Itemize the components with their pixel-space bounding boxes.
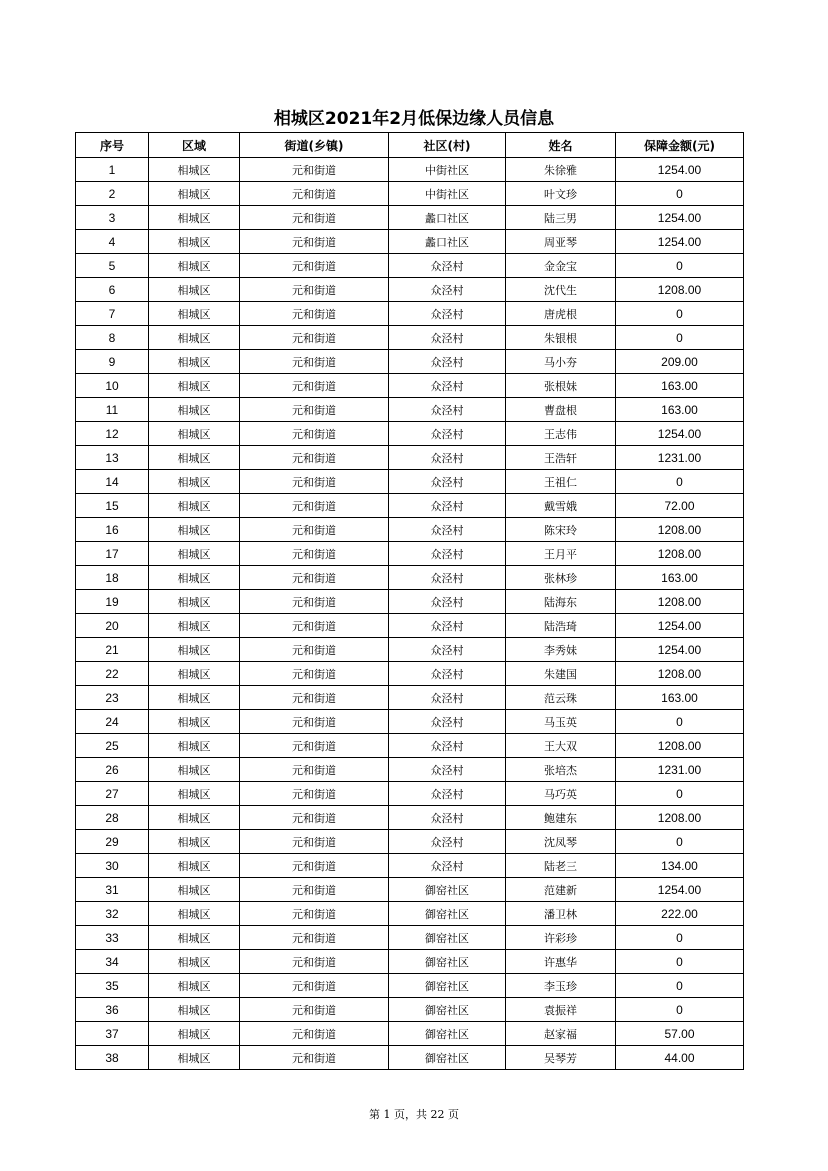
cell-amount: 0 xyxy=(616,710,744,734)
cell-street: 元和街道 xyxy=(240,278,389,302)
cell-region: 相城区 xyxy=(149,686,240,710)
cell-index: 15 xyxy=(76,494,149,518)
page-footer: 第 1 页，共 22 页 xyxy=(369,1108,459,1121)
cell-index: 19 xyxy=(76,590,149,614)
cell-street: 元和街道 xyxy=(240,662,389,686)
cell-amount: 1254.00 xyxy=(616,614,744,638)
cell-amount: 0 xyxy=(616,254,744,278)
cell-name: 马小夯 xyxy=(506,350,616,374)
table-row xyxy=(76,1046,744,1070)
cell-street: 元和街道 xyxy=(240,398,389,422)
cell-name: 叶文珍 xyxy=(506,182,616,206)
cell-index: 8 xyxy=(76,326,149,350)
cell-street: 元和街道 xyxy=(240,230,389,254)
cell-amount: 1208.00 xyxy=(616,734,744,758)
cell-street: 元和街道 xyxy=(240,350,389,374)
cell-community: 御窑社区 xyxy=(389,1022,506,1046)
cell-community: 众泾村 xyxy=(389,542,506,566)
cell-street: 元和街道 xyxy=(240,590,389,614)
table-row xyxy=(76,806,744,830)
cell-index: 13 xyxy=(76,446,149,470)
cell-region: 相城区 xyxy=(149,662,240,686)
cell-index: 31 xyxy=(76,878,149,902)
cell-region: 相城区 xyxy=(149,566,240,590)
cell-region: 相城区 xyxy=(149,350,240,374)
table-row xyxy=(76,566,744,590)
cell-community: 众泾村 xyxy=(389,326,506,350)
cell-name: 陆海东 xyxy=(506,590,616,614)
cell-name: 张培杰 xyxy=(506,758,616,782)
cell-street: 元和街道 xyxy=(240,1022,389,1046)
cell-name: 陈宋玲 xyxy=(506,518,616,542)
cell-amount: 1254.00 xyxy=(616,878,744,902)
cell-name: 潘卫林 xyxy=(506,902,616,926)
table-row xyxy=(76,254,744,278)
cell-community: 众泾村 xyxy=(389,518,506,542)
cell-amount: 209.00 xyxy=(616,350,744,374)
cell-region: 相城区 xyxy=(149,950,240,974)
cell-region: 相城区 xyxy=(149,422,240,446)
cell-name: 王祖仁 xyxy=(506,470,616,494)
cell-region: 相城区 xyxy=(149,182,240,206)
cell-name: 曹盘根 xyxy=(506,398,616,422)
cell-name: 王月平 xyxy=(506,542,616,566)
cell-index: 3 xyxy=(76,206,149,230)
cell-amount: 1208.00 xyxy=(616,542,744,566)
cell-community: 众泾村 xyxy=(389,566,506,590)
table-row xyxy=(76,734,744,758)
cell-community: 御窑社区 xyxy=(389,878,506,902)
cell-amount: 1254.00 xyxy=(616,158,744,182)
cell-amount: 1208.00 xyxy=(616,590,744,614)
cell-name: 范建新 xyxy=(506,878,616,902)
cell-index: 23 xyxy=(76,686,149,710)
cell-street: 元和街道 xyxy=(240,446,389,470)
cell-community: 众泾村 xyxy=(389,302,506,326)
cell-index: 37 xyxy=(76,1022,149,1046)
cell-community: 众泾村 xyxy=(389,662,506,686)
cell-street: 元和街道 xyxy=(240,878,389,902)
cell-name: 马玉英 xyxy=(506,710,616,734)
cell-community: 蠡口社区 xyxy=(389,206,506,230)
cell-street: 元和街道 xyxy=(240,182,389,206)
table-row xyxy=(76,374,744,398)
header-region: 区域 xyxy=(149,133,240,158)
cell-region: 相城区 xyxy=(149,446,240,470)
cell-index: 28 xyxy=(76,806,149,830)
table-row xyxy=(76,278,744,302)
cell-amount: 44.00 xyxy=(616,1046,744,1070)
cell-community: 众泾村 xyxy=(389,734,506,758)
table-row xyxy=(76,782,744,806)
cell-region: 相城区 xyxy=(149,158,240,182)
cell-amount: 1254.00 xyxy=(616,206,744,230)
cell-region: 相城区 xyxy=(149,878,240,902)
cell-name: 王志伟 xyxy=(506,422,616,446)
cell-street: 元和街道 xyxy=(240,758,389,782)
cell-region: 相城区 xyxy=(149,734,240,758)
cell-region: 相城区 xyxy=(149,278,240,302)
cell-community: 众泾村 xyxy=(389,686,506,710)
cell-community: 众泾村 xyxy=(389,422,506,446)
cell-street: 元和街道 xyxy=(240,542,389,566)
table-row xyxy=(76,542,744,566)
cell-street: 元和街道 xyxy=(240,926,389,950)
cell-name: 唐虎根 xyxy=(506,302,616,326)
header-index: 序号 xyxy=(76,133,149,158)
table-row xyxy=(76,830,744,854)
table-row xyxy=(76,638,744,662)
cell-region: 相城区 xyxy=(149,998,240,1022)
table-row xyxy=(76,926,744,950)
cell-amount: 0 xyxy=(616,950,744,974)
cell-name: 吴琴芳 xyxy=(506,1046,616,1070)
cell-street: 元和街道 xyxy=(240,806,389,830)
cell-street: 元和街道 xyxy=(240,518,389,542)
cell-amount: 0 xyxy=(616,974,744,998)
cell-community: 众泾村 xyxy=(389,854,506,878)
cell-community: 众泾村 xyxy=(389,470,506,494)
table-header-row xyxy=(76,133,744,158)
cell-amount: 0 xyxy=(616,470,744,494)
table-row xyxy=(76,350,744,374)
cell-amount: 0 xyxy=(616,182,744,206)
cell-name: 许惠华 xyxy=(506,950,616,974)
cell-region: 相城区 xyxy=(149,830,240,854)
cell-community: 众泾村 xyxy=(389,614,506,638)
cell-index: 25 xyxy=(76,734,149,758)
cell-region: 相城区 xyxy=(149,374,240,398)
cell-street: 元和街道 xyxy=(240,854,389,878)
cell-community: 众泾村 xyxy=(389,374,506,398)
cell-street: 元和街道 xyxy=(240,566,389,590)
cell-street: 元和街道 xyxy=(240,710,389,734)
table-row xyxy=(76,758,744,782)
table-row xyxy=(76,854,744,878)
cell-index: 29 xyxy=(76,830,149,854)
cell-amount: 222.00 xyxy=(616,902,744,926)
cell-street: 元和街道 xyxy=(240,494,389,518)
cell-region: 相城区 xyxy=(149,638,240,662)
cell-index: 11 xyxy=(76,398,149,422)
cell-street: 元和街道 xyxy=(240,254,389,278)
table-row xyxy=(76,974,744,998)
table-row xyxy=(76,1022,744,1046)
cell-region: 相城区 xyxy=(149,614,240,638)
cell-community: 众泾村 xyxy=(389,638,506,662)
cell-region: 相城区 xyxy=(149,470,240,494)
table-row xyxy=(76,494,744,518)
cell-name: 袁振祥 xyxy=(506,998,616,1022)
table-row xyxy=(76,950,744,974)
cell-name: 陆三男 xyxy=(506,206,616,230)
cell-amount: 1208.00 xyxy=(616,518,744,542)
cell-index: 32 xyxy=(76,902,149,926)
table-row xyxy=(76,614,744,638)
cell-amount: 0 xyxy=(616,302,744,326)
cell-region: 相城区 xyxy=(149,206,240,230)
cell-amount: 1254.00 xyxy=(616,422,744,446)
cell-street: 元和街道 xyxy=(240,326,389,350)
cell-index: 38 xyxy=(76,1046,149,1070)
cell-region: 相城区 xyxy=(149,230,240,254)
cell-amount: 0 xyxy=(616,326,744,350)
cell-index: 21 xyxy=(76,638,149,662)
cell-amount: 1254.00 xyxy=(616,230,744,254)
cell-name: 陆浩琦 xyxy=(506,614,616,638)
cell-index: 30 xyxy=(76,854,149,878)
cell-region: 相城区 xyxy=(149,494,240,518)
cell-street: 元和街道 xyxy=(240,902,389,926)
cell-region: 相城区 xyxy=(149,806,240,830)
table-row xyxy=(76,878,744,902)
cell-name: 赵家福 xyxy=(506,1022,616,1046)
table-row xyxy=(76,662,744,686)
cell-street: 元和街道 xyxy=(240,638,389,662)
cell-name: 戴雪娥 xyxy=(506,494,616,518)
cell-amount: 57.00 xyxy=(616,1022,744,1046)
cell-community: 中街社区 xyxy=(389,182,506,206)
cell-index: 10 xyxy=(76,374,149,398)
cell-region: 相城区 xyxy=(149,590,240,614)
cell-index: 4 xyxy=(76,230,149,254)
cell-region: 相城区 xyxy=(149,302,240,326)
cell-street: 元和街道 xyxy=(240,734,389,758)
cell-index: 27 xyxy=(76,782,149,806)
cell-index: 6 xyxy=(76,278,149,302)
cell-name: 王大双 xyxy=(506,734,616,758)
cell-region: 相城区 xyxy=(149,974,240,998)
table-row xyxy=(76,398,744,422)
cell-index: 26 xyxy=(76,758,149,782)
cell-name: 朱建国 xyxy=(506,662,616,686)
cell-amount: 0 xyxy=(616,998,744,1022)
cell-amount: 163.00 xyxy=(616,566,744,590)
cell-amount: 134.00 xyxy=(616,854,744,878)
cell-amount: 163.00 xyxy=(616,398,744,422)
table-row xyxy=(76,446,744,470)
cell-community: 御窑社区 xyxy=(389,926,506,950)
cell-name: 周亚琴 xyxy=(506,230,616,254)
cell-index: 2 xyxy=(76,182,149,206)
cell-name: 李玉珍 xyxy=(506,974,616,998)
assistance-table xyxy=(75,132,744,1070)
cell-amount: 1208.00 xyxy=(616,806,744,830)
cell-amount: 72.00 xyxy=(616,494,744,518)
cell-name: 沈代生 xyxy=(506,278,616,302)
table-row xyxy=(76,518,744,542)
cell-amount: 163.00 xyxy=(616,374,744,398)
cell-name: 张林珍 xyxy=(506,566,616,590)
cell-amount: 1231.00 xyxy=(616,758,744,782)
cell-community: 御窑社区 xyxy=(389,974,506,998)
cell-name: 范云珠 xyxy=(506,686,616,710)
cell-street: 元和街道 xyxy=(240,1046,389,1070)
cell-street: 元和街道 xyxy=(240,470,389,494)
cell-community: 众泾村 xyxy=(389,254,506,278)
cell-street: 元和街道 xyxy=(240,974,389,998)
cell-index: 12 xyxy=(76,422,149,446)
cell-street: 元和街道 xyxy=(240,686,389,710)
cell-index: 20 xyxy=(76,614,149,638)
cell-region: 相城区 xyxy=(149,398,240,422)
cell-community: 御窑社区 xyxy=(389,998,506,1022)
cell-community: 众泾村 xyxy=(389,806,506,830)
cell-community: 御窑社区 xyxy=(389,902,506,926)
cell-community: 众泾村 xyxy=(389,782,506,806)
header-name: 姓名 xyxy=(506,133,616,158)
cell-name: 王浩轩 xyxy=(506,446,616,470)
cell-region: 相城区 xyxy=(149,542,240,566)
table-row xyxy=(76,686,744,710)
table-row xyxy=(76,590,744,614)
table-row xyxy=(76,230,744,254)
table-row xyxy=(76,206,744,230)
cell-index: 34 xyxy=(76,950,149,974)
table-row xyxy=(76,302,744,326)
cell-region: 相城区 xyxy=(149,1022,240,1046)
cell-amount: 0 xyxy=(616,830,744,854)
cell-index: 9 xyxy=(76,350,149,374)
cell-street: 元和街道 xyxy=(240,950,389,974)
cell-community: 众泾村 xyxy=(389,710,506,734)
cell-street: 元和街道 xyxy=(240,206,389,230)
cell-index: 36 xyxy=(76,998,149,1022)
cell-community: 众泾村 xyxy=(389,494,506,518)
cell-index: 7 xyxy=(76,302,149,326)
cell-index: 16 xyxy=(76,518,149,542)
cell-community: 众泾村 xyxy=(389,758,506,782)
cell-street: 元和街道 xyxy=(240,422,389,446)
cell-name: 金金宝 xyxy=(506,254,616,278)
cell-street: 元和街道 xyxy=(240,374,389,398)
cell-community: 众泾村 xyxy=(389,590,506,614)
cell-region: 相城区 xyxy=(149,758,240,782)
cell-index: 14 xyxy=(76,470,149,494)
cell-region: 相城区 xyxy=(149,710,240,734)
table-row xyxy=(76,326,744,350)
cell-index: 33 xyxy=(76,926,149,950)
cell-name: 陆老三 xyxy=(506,854,616,878)
cell-index: 35 xyxy=(76,974,149,998)
cell-region: 相城区 xyxy=(149,254,240,278)
table-row xyxy=(76,422,744,446)
table-row xyxy=(76,470,744,494)
header-street: 街道(乡镇) xyxy=(240,133,389,158)
table-row xyxy=(76,998,744,1022)
cell-amount: 1231.00 xyxy=(616,446,744,470)
cell-amount: 0 xyxy=(616,926,744,950)
cell-index: 17 xyxy=(76,542,149,566)
table-row xyxy=(76,158,744,182)
table-row xyxy=(76,902,744,926)
cell-community: 御窑社区 xyxy=(389,1046,506,1070)
cell-name: 鲍建东 xyxy=(506,806,616,830)
cell-community: 中街社区 xyxy=(389,158,506,182)
cell-name: 马巧英 xyxy=(506,782,616,806)
cell-community: 众泾村 xyxy=(389,830,506,854)
table-body xyxy=(76,158,744,1070)
cell-street: 元和街道 xyxy=(240,782,389,806)
cell-region: 相城区 xyxy=(149,854,240,878)
cell-amount: 1254.00 xyxy=(616,638,744,662)
cell-region: 相城区 xyxy=(149,326,240,350)
cell-street: 元和街道 xyxy=(240,614,389,638)
cell-community: 御窑社区 xyxy=(389,950,506,974)
cell-region: 相城区 xyxy=(149,518,240,542)
cell-amount: 0 xyxy=(616,782,744,806)
cell-community: 众泾村 xyxy=(389,446,506,470)
cell-region: 相城区 xyxy=(149,926,240,950)
cell-street: 元和街道 xyxy=(240,158,389,182)
header-community: 社区(村) xyxy=(389,133,506,158)
cell-index: 24 xyxy=(76,710,149,734)
cell-index: 18 xyxy=(76,566,149,590)
table-row xyxy=(76,710,744,734)
cell-region: 相城区 xyxy=(149,902,240,926)
cell-name: 朱徐雅 xyxy=(506,158,616,182)
cell-street: 元和街道 xyxy=(240,830,389,854)
cell-name: 李秀妹 xyxy=(506,638,616,662)
header-amount: 保障金额(元) xyxy=(616,133,744,158)
cell-community: 众泾村 xyxy=(389,350,506,374)
cell-street: 元和街道 xyxy=(240,998,389,1022)
cell-community: 众泾村 xyxy=(389,398,506,422)
cell-street: 元和街道 xyxy=(240,302,389,326)
cell-name: 沈凤琴 xyxy=(506,830,616,854)
cell-community: 蠡口社区 xyxy=(389,230,506,254)
cell-region: 相城区 xyxy=(149,1046,240,1070)
cell-amount: 1208.00 xyxy=(616,662,744,686)
cell-region: 相城区 xyxy=(149,782,240,806)
cell-index: 1 xyxy=(76,158,149,182)
cell-index: 22 xyxy=(76,662,149,686)
cell-amount: 1208.00 xyxy=(616,278,744,302)
cell-index: 5 xyxy=(76,254,149,278)
cell-community: 众泾村 xyxy=(389,278,506,302)
cell-name: 张根妹 xyxy=(506,374,616,398)
table-row xyxy=(76,182,744,206)
cell-name: 许彩珍 xyxy=(506,926,616,950)
cell-amount: 163.00 xyxy=(616,686,744,710)
document-title: 相城区2021年2月低保边缘人员信息 xyxy=(273,109,555,129)
cell-name: 朱银根 xyxy=(506,326,616,350)
